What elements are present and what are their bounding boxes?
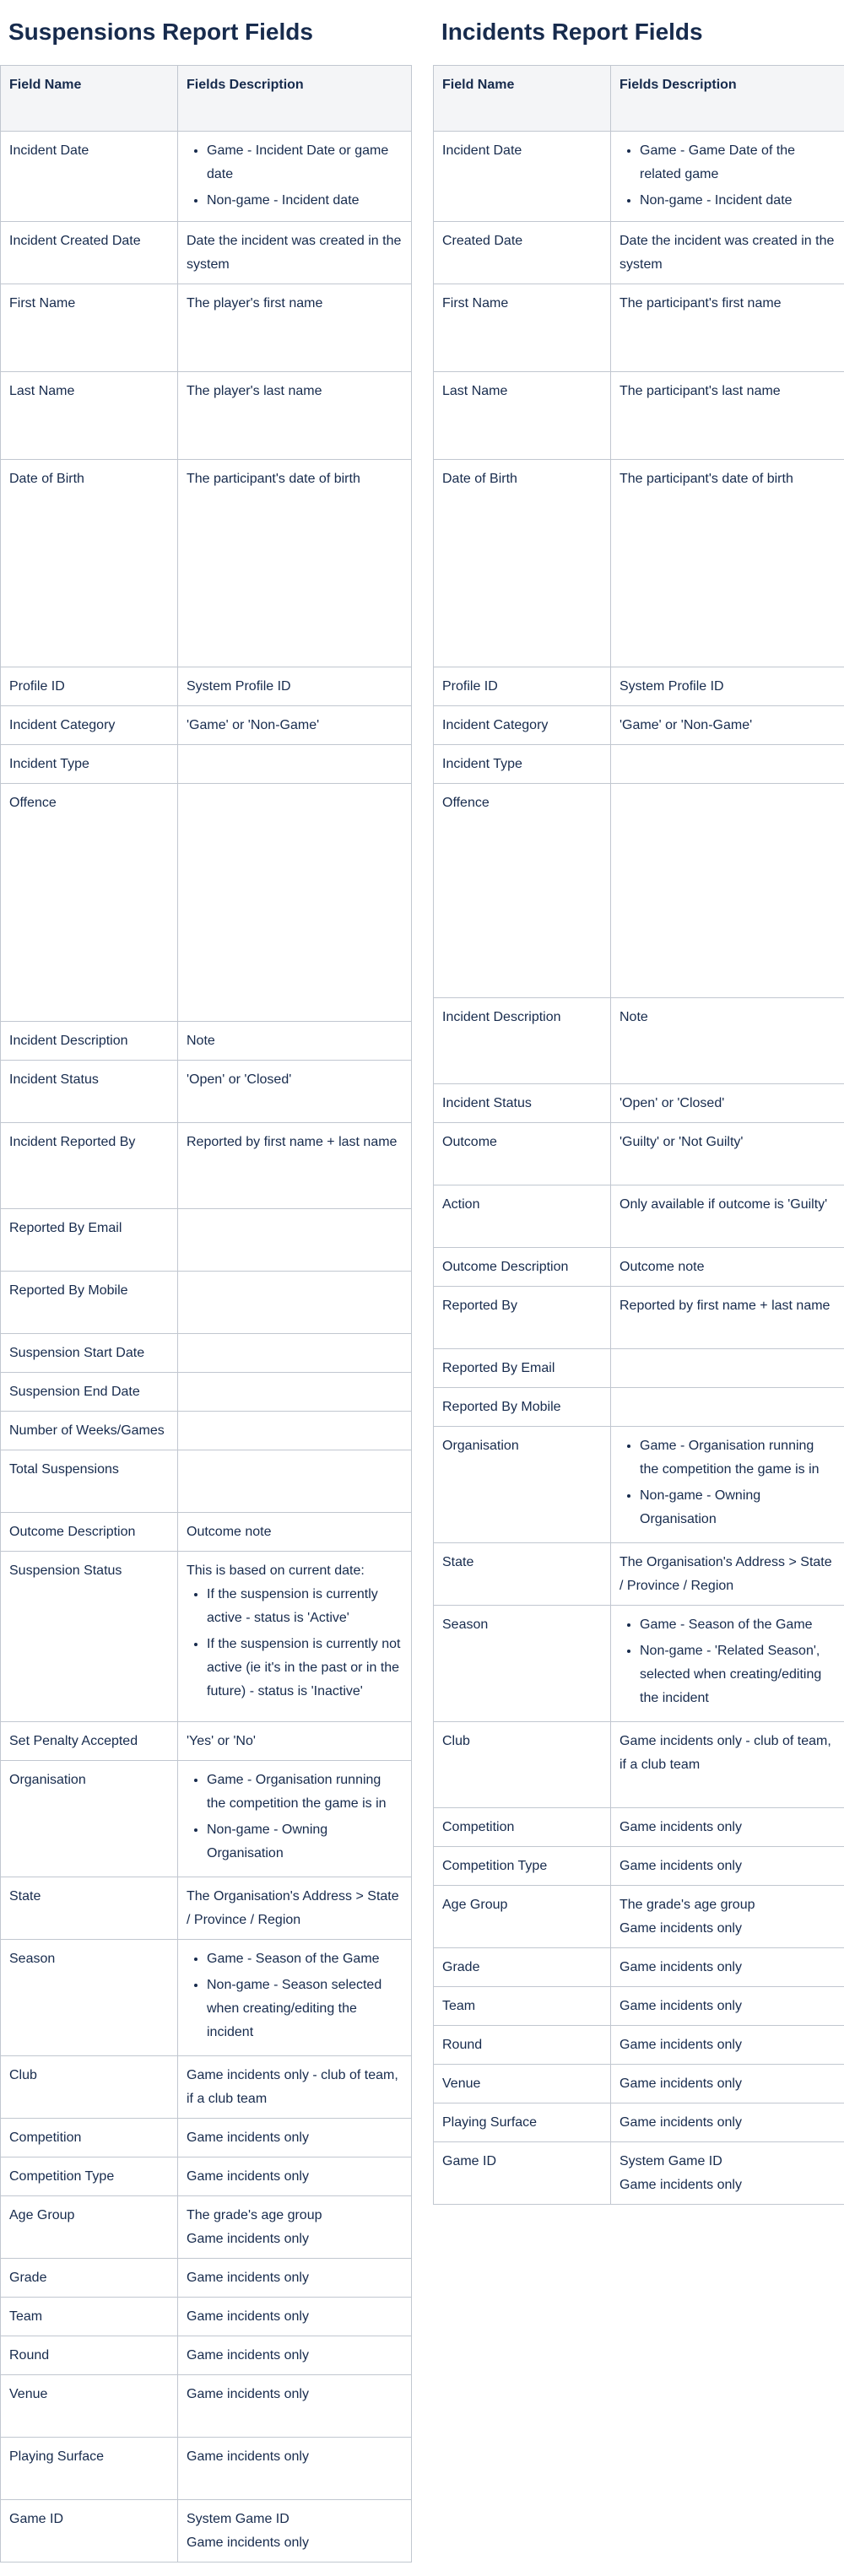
table-row [1,222,412,284]
suspensions-table-body [1,132,412,2562]
field-description-cell [611,2065,844,2103]
field-description-cell [178,2157,412,2196]
field-name-cell: Game ID [1,2500,178,2562]
description-text: Note [619,1010,648,1024]
suspensions-table [0,65,412,2562]
description-bullet-list [187,1769,403,1866]
field-description-cell [178,2259,412,2298]
field-name-cell: Age Group [434,1886,611,1948]
field-description-cell [178,1877,412,1940]
table-row [1,2196,412,2259]
field-description-cell [178,667,412,706]
field-description-cell [178,1334,412,1373]
table-row [434,1084,844,1123]
field-name-cell: Suspension End Date [1,1373,178,1412]
field-name-cell: Venue [1,2375,178,2438]
field-name-header: Field Name [1,66,178,132]
table-row [1,2298,412,2336]
description-bullet-item: • Game - Incident Date or game date [207,139,403,186]
table-row [1,1761,412,1877]
description-bullet-list [187,1947,403,2044]
field-name-cell: Total Suspensions [1,1450,178,1513]
field-description-cell [178,2298,412,2336]
field-description-cell [178,1761,412,1877]
field-description-cell [611,1248,844,1287]
table-row [1,2157,412,2196]
field-description-cell [178,1552,412,1722]
field-name-cell: Club [1,2056,178,2119]
table-row [434,1543,844,1606]
field-name-cell: Set Penalty Accepted [1,1722,178,1761]
field-name-cell: Incident Description [434,998,611,1084]
suspensions-title: Suspensions Report Fields [8,19,313,45]
description-text: Game incidents only [619,1820,742,1834]
description-bullet-list [619,139,836,213]
field-name-cell: Incident Date [434,132,611,222]
table-row [1,2375,412,2438]
table-row [1,1061,412,1123]
suspensions-header-row [1,66,412,132]
field-description-cell [611,1606,844,1722]
table-row [434,284,844,372]
incidents-title: Incidents Report Fields [441,19,703,45]
field-name-cell: Age Group [1,2196,178,2259]
description-text: Reported by first name + last name [619,1299,830,1313]
table-row [434,1886,844,1948]
description-bullet-item: • If the suspension is currently active - status is 'Active' [207,1583,403,1630]
description-bullet-item: • Non-game - Owning Organisation [207,1818,403,1866]
description-text: Game incidents only [619,2115,742,2130]
field-description-cell [611,706,844,745]
description-text: Reported by first name + last name [187,1135,398,1149]
field-description-cell [178,706,412,745]
field-description-cell [178,2119,412,2157]
incidents-table-body [434,132,844,2205]
field-description-cell [178,1373,412,1412]
description-text: The participant's date of birth [187,472,360,486]
description-text: Game incidents only [187,2387,309,2401]
field-name-cell: State [434,1543,611,1606]
field-description-cell [178,1209,412,1272]
description-text: The Organisation's Address > State / Province / Region [619,1555,832,1593]
field-name-cell: Incident Type [1,745,178,784]
field-description-cell [178,2336,412,2375]
field-name-cell: Competition [1,2119,178,2157]
field-description-cell [178,372,412,460]
field-name-cell: Game ID [434,2142,611,2205]
description-text: Game incidents only [187,2271,309,2285]
description-text: Game incidents only [187,2449,309,2464]
description-bullet-list [619,1434,836,1531]
description-text: Date the incident was created in the system [187,234,402,272]
field-description-cell [611,1123,844,1185]
field-name-cell: Team [434,1987,611,2026]
field-name-cell: Incident Category [434,706,611,745]
table-row [434,1287,844,1349]
description-bullet-list [187,139,403,213]
field-description-cell [178,2375,412,2438]
field-name-cell: Incident Category [1,706,178,745]
description-text: Note [187,1034,215,1048]
field-description-cell [611,1722,844,1808]
description-text: Outcome note [619,1260,705,1274]
field-description-cell [611,2026,844,2065]
description-text: 'Game' or 'Non-Game' [619,718,753,732]
table-row [434,460,844,667]
field-description-cell [611,372,844,460]
description-bullet-item: • Non-game - Season selected when creating/editing the incident [207,1974,403,2044]
field-description-cell [611,1808,844,1847]
field-name-cell: Last Name [1,372,178,460]
description-text: Game incidents only - club of team, if a club team [187,2068,398,2106]
description-bullet-item: • Game - Season of the Game [207,1947,403,1971]
table-row [434,132,844,222]
field-name-cell: Season [434,1606,611,1722]
field-description-cell [178,222,412,284]
table-row [434,1987,844,2026]
field-name-cell: Outcome [434,1123,611,1185]
field-description-cell [178,2438,412,2500]
description-text: The participant's last name [619,384,781,398]
table-row [1,2438,412,2500]
field-description-cell [611,1427,844,1543]
field-description-cell [178,2196,412,2259]
field-name-cell: State [1,1877,178,1940]
field-name-cell: Suspension Start Date [1,1334,178,1373]
field-name-cell: Reported By Email [434,1349,611,1388]
field-name-cell: First Name [1,284,178,372]
field-description-cell [611,1948,844,1987]
field-name-cell: Team [1,2298,178,2336]
description-line: The grade's age group [187,2208,322,2222]
description-text: 'Game' or 'Non-Game' [187,718,320,732]
table-row [434,1185,844,1248]
description-text: Game incidents only [187,2169,309,2184]
description-bullet-item: • Game - Organisation running the competition the game is in [207,1769,403,1816]
description-line: Game incidents only [619,2178,742,2192]
description-text: Game incidents only - club of team, if a club team [619,1734,831,1772]
field-description-cell [611,1886,844,1948]
field-description-cell [611,1388,844,1427]
table-row [1,2119,412,2157]
field-description-cell [611,2142,844,2205]
description-text: The Organisation's Address > State / Province / Region [187,1889,399,1927]
table-row [434,1427,844,1543]
description-text: Game incidents only [619,2076,742,2091]
field-name-cell: Offence [434,784,611,998]
field-name-cell: Incident Reported By [1,1123,178,1209]
field-name-cell: Incident Status [1,1061,178,1123]
table-row [434,1606,844,1722]
description-bullet-item: • Non-game - 'Related Season', selected when creating/editing the incident [640,1639,836,1710]
table-row [1,1334,412,1373]
description-text: 'Guilty' or 'Not Guilty' [619,1135,744,1149]
field-name-cell: Venue [434,2065,611,2103]
table-row [434,1948,844,1987]
table-row [1,1272,412,1334]
field-name-cell: Reported By Email [1,1209,178,1272]
field-description-cell [178,1272,412,1334]
description-line: Game incidents only [187,2535,309,2550]
field-description-cell [611,1543,844,1606]
field-description-cell [611,1084,844,1123]
field-description-cell [178,1513,412,1552]
field-name-cell: Suspension Status [1,1552,178,1722]
field-description-cell [611,1349,844,1388]
description-text: The participant's first name [619,296,782,311]
description-line: Game incidents only [619,1921,742,1936]
field-description-cell [178,1940,412,2056]
description-line: System Game ID [187,2512,289,2526]
description-text: Outcome note [187,1525,272,1539]
field-name-cell: Reported By Mobile [1,1272,178,1334]
field-name-cell: Profile ID [434,667,611,706]
table-row [1,1373,412,1412]
field-name-cell: Action [434,1185,611,1248]
field-name-cell: Grade [1,2259,178,2298]
table-row [434,1847,844,1886]
field-name-cell: Last Name [434,372,611,460]
table-row [1,1209,412,1272]
description-text: Game incidents only [619,1960,742,1974]
table-row [1,2336,412,2375]
table-row [1,745,412,784]
field-name-cell: Offence [1,784,178,1022]
table-row [434,1248,844,1287]
description-text: This is based on current date: [187,1563,365,1578]
table-row [434,1349,844,1388]
description-text: Game incidents only [187,2348,309,2363]
description-text: The player's first name [187,296,323,311]
description-line: The grade's age group [619,1898,755,1912]
description-text: System Profile ID [619,679,724,694]
field-description-cell [611,784,844,998]
table-row [434,998,844,1084]
field-name-header: Field Name [434,66,611,132]
field-name-cell: Created Date [434,222,611,284]
table-row [434,1722,844,1808]
field-name-cell: First Name [434,284,611,372]
field-description-cell [611,1847,844,1886]
description-text: 'Yes' or 'No' [187,1734,256,1748]
field-name-cell: Incident Created Date [1,222,178,284]
field-description-cell [611,222,844,284]
field-description-cell [611,745,844,784]
field-description-cell [178,132,412,222]
table-row [1,1412,412,1450]
table-row [1,1877,412,1940]
field-name-cell: Incident Date [1,132,178,222]
field-description-cell [178,284,412,372]
field-description-cell [178,460,412,667]
field-name-cell: Reported By [434,1287,611,1349]
field-description-cell [178,1022,412,1061]
fields-description-header: Fields Description [178,66,412,132]
description-text: Game incidents only [187,2130,309,2145]
field-description-cell [611,667,844,706]
field-name-cell: Playing Surface [434,2103,611,2142]
field-description-cell [178,745,412,784]
table-row [1,1022,412,1061]
field-name-cell: Playing Surface [1,2438,178,2500]
description-text: Date the incident was created in the system [619,234,835,272]
field-description-cell [611,2103,844,2142]
field-name-cell: Incident Description [1,1022,178,1061]
field-description-cell [178,1123,412,1209]
description-text: Only available if outcome is 'Guilty' [619,1197,828,1212]
field-name-cell: Competition [434,1808,611,1847]
table-row [1,2259,412,2298]
fields-description-header: Fields Description [611,66,844,132]
table-row [434,2103,844,2142]
field-name-cell: Round [434,2026,611,2065]
field-description-cell [178,784,412,1022]
description-line: System Game ID [619,2154,722,2168]
field-name-cell: Round [1,2336,178,2375]
incidents-header-row [434,66,844,132]
table-row [434,222,844,284]
description-bullet-item: • If the suspension is currently not active (ie it's in the past or in the future) - status is 'Inactive' [207,1633,403,1704]
description-bullet-item: • Non-game - Incident date [640,189,836,213]
field-name-cell: Organisation [1,1761,178,1877]
field-description-cell [611,132,844,222]
table-row [1,706,412,745]
table-row [434,745,844,784]
field-name-cell: Incident Status [434,1084,611,1123]
table-row [1,2500,412,2562]
description-bullet-list [619,1613,836,1710]
field-name-cell: Competition Type [434,1847,611,1886]
table-row [1,1450,412,1513]
description-bullet-item: • Non-game - Incident date [207,189,403,213]
description-bullet-item: • Game - Game Date of the related game [640,139,836,186]
field-name-cell: Outcome Description [1,1513,178,1552]
table-row [434,372,844,460]
table-row [1,372,412,460]
field-description-cell [178,2056,412,2119]
table-row [1,460,412,667]
table-row [1,1513,412,1552]
description-text: 'Open' or 'Closed' [187,1072,292,1087]
description-text: Game incidents only [619,1999,742,2013]
field-name-cell: Outcome Description [434,1248,611,1287]
field-description-cell [178,1450,412,1513]
table-row [1,784,412,1022]
field-name-cell: Number of Weeks/Games [1,1412,178,1450]
description-text: 'Open' or 'Closed' [619,1096,725,1110]
description-text: System Profile ID [187,679,291,694]
table-row [434,784,844,998]
table-row [434,667,844,706]
field-description-cell [178,1412,412,1450]
description-text: The player's last name [187,384,322,398]
field-description-cell [611,1987,844,2026]
table-row [1,1123,412,1209]
field-name-cell: Grade [434,1948,611,1987]
incidents-table [433,65,844,2205]
field-description-cell [611,1287,844,1349]
table-row [1,667,412,706]
table-row [434,706,844,745]
description-bullet-item: • Game - Organisation running the competition the game is in [640,1434,836,1482]
description-bullet-item: • Game - Season of the Game [640,1613,836,1637]
field-description-cell [178,2500,412,2562]
table-row [1,2056,412,2119]
field-description-cell [178,1061,412,1123]
table-row [434,1388,844,1427]
description-bullet-list [187,1583,403,1704]
field-description-cell [611,460,844,667]
field-name-cell: Incident Type [434,745,611,784]
field-description-cell [178,1722,412,1761]
field-name-cell: Competition Type [1,2157,178,2196]
field-description-cell [611,998,844,1084]
description-line: Game incidents only [187,2232,309,2246]
field-name-cell: Date of Birth [1,460,178,667]
field-name-cell: Club [434,1722,611,1808]
description-text: Game incidents only [619,2038,742,2052]
field-description-cell [611,284,844,372]
table-row [434,1123,844,1185]
table-row [1,1552,412,1722]
table-row [434,1808,844,1847]
table-row [1,284,412,372]
description-text: Game incidents only [187,2309,309,2324]
table-row [434,2065,844,2103]
description-text: The participant's date of birth [619,472,793,486]
description-bullet-item: • Non-game - Owning Organisation [640,1484,836,1531]
field-name-cell: Date of Birth [434,460,611,667]
field-name-cell: Reported By Mobile [434,1388,611,1427]
table-row [1,1940,412,2056]
table-row [1,1722,412,1761]
field-name-cell: Organisation [434,1427,611,1543]
field-description-cell [611,1185,844,1248]
field-name-cell: Season [1,1940,178,2056]
table-row [1,132,412,222]
table-row [434,2026,844,2065]
description-text: Game incidents only [619,1859,742,1873]
field-name-cell: Profile ID [1,667,178,706]
table-row [434,2142,844,2205]
